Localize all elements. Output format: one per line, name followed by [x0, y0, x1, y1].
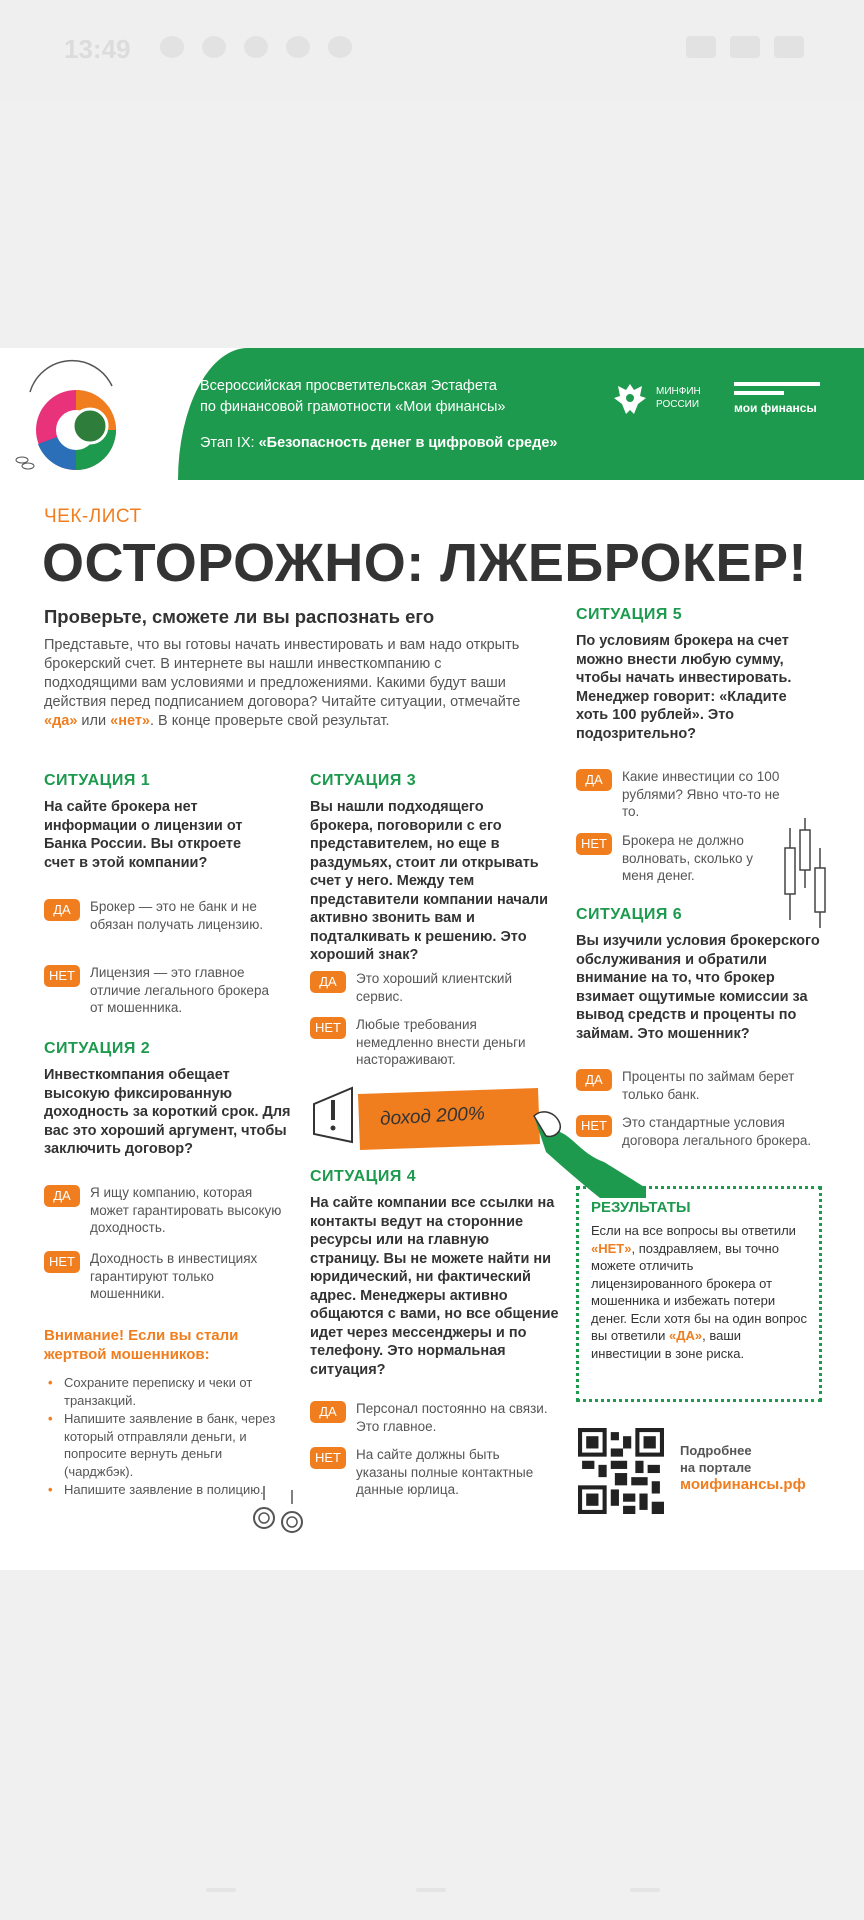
- notification-icons: [160, 36, 352, 58]
- situation-2-question: Инвесткомпания обещает высокую фиксированную доходность за короткий срок. Для вас это хороший аргумент, чтобы заключить договор?: [44, 1067, 291, 1157]
- home-button[interactable]: [416, 1888, 446, 1892]
- header-stage: [200, 435, 557, 451]
- situation-4-yes[interactable]: ДА Персонал постоянно на связи. Это главное.: [310, 1400, 550, 1435]
- situation-6-question: Вы изучили условия брокерского обслуживания и обратили внимание на то, что брокер взимает ощутимые комиссии за вывод средств и проценты по займам. Это мошенник?: [576, 933, 820, 1042]
- status-time: 13:49: [64, 34, 131, 64]
- moi-finansy-logo: [734, 382, 820, 415]
- situation-5-yes[interactable]: ДА Какие инвестиции со 100 рублями? Явно что-то не то.: [576, 768, 796, 821]
- yes-tag[interactable]: ДА: [44, 899, 80, 921]
- intro-text: Представьте, что вы готовы начать инвестировать и вам надо открыть брокерский счет. В интернете вы нашли инвесткомпанию с подходящими вам условиями и предложениями. Какими будут ваши действия перед подписанием договора? Читайте ситуации, отмечайте «да» или «нет». В конце проверьте свой результат.: [44, 637, 521, 729]
- warning-title: Внимание! Если вы стали жертвой мошенников:: [44, 1327, 239, 1363]
- coins-icon: [248, 1482, 312, 1536]
- moi-finansy-text: мои финансы: [734, 401, 817, 415]
- no-tag[interactable]: НЕТ: [44, 965, 80, 987]
- main-title: ОСТОРОЖНО: ЛЖЕБРОКЕР!: [42, 533, 807, 593]
- notification-icon: [328, 36, 352, 58]
- header-line-1: Всероссийская просветительская Эстафета: [200, 378, 497, 394]
- wifi-icon: [686, 36, 716, 58]
- situation-1-no[interactable]: НЕТ Лицензия — это главное отличие легального брокера от мошенника.: [44, 964, 284, 1017]
- yes-tag[interactable]: ДА: [576, 1069, 612, 1091]
- situation-1-question: На сайте брокера нет информации о лицензии от Банка России. Вы откроете счет в этой компании?: [44, 799, 243, 871]
- yes-tag[interactable]: ДА: [44, 1185, 80, 1207]
- no-tag[interactable]: НЕТ: [576, 833, 612, 855]
- portal-site[interactable]: моифинансы.рф: [680, 1476, 806, 1493]
- situation-6-title: СИТУАЦИЯ 6: [576, 906, 683, 923]
- system-icons: [686, 36, 804, 58]
- header-organizer: [200, 376, 600, 418]
- notification-icon: [286, 36, 310, 58]
- minfin-line-2: РОССИИ: [656, 399, 700, 410]
- situation-4-no[interactable]: НЕТ На сайте должны быть указаны полные контактные данные юрлица.: [310, 1446, 550, 1499]
- situation-6-yes[interactable]: ДА Проценты по займам берет только банк.: [576, 1068, 826, 1103]
- checklist-label: ЧЕК-ЛИСТ: [44, 506, 142, 527]
- notification-icon: [244, 36, 268, 58]
- situation-5-question: По условиям брокера на счет можно внести любую сумму, чтобы начать инвестировать. Менеджер говорит: «Кладите хоть 100 рублей». Это подозрительно?: [576, 633, 792, 742]
- portal-link[interactable]: Подробнее на портале моифинансы.рф: [680, 1443, 806, 1493]
- situation-3-no[interactable]: НЕТ Любые требования немедленно внести деньги настораживают.: [310, 1016, 550, 1069]
- situation-4-title: СИТУАЦИЯ 4: [310, 1168, 417, 1185]
- warning-list: [48, 1374, 288, 1500]
- situation-3-question: Вы нашли подходящего брокера, поговорили с его представителем, но еще в раздумьях, стоит ли открывать счет у него. Между тем представители компании начали активно звонить вам и подталкивать к решению. Это хороший знак?: [310, 799, 549, 963]
- situation-2-yes[interactable]: ДА Я ищу компанию, которая может гарантировать высокую доходность.: [44, 1184, 284, 1237]
- navigation-bar: [0, 1860, 864, 1920]
- candlestick-chart-icon: [780, 818, 830, 930]
- situation-1-yes[interactable]: ДА Брокер — это не банк и не обязан получать лицензию.: [44, 898, 284, 933]
- results-text: Если на все вопросы вы ответили «НЕТ», поздравляем, вы точно можете отличить лицензированного брокера от мошенника и избежать потери денег. Если хотя бы на один вопрос вы ответили «ДА», ваши инвестиции в зоне риска.: [591, 1223, 807, 1361]
- situation-3-title: СИТУАЦИЯ 3: [310, 772, 417, 789]
- eagle-icon: [612, 378, 648, 418]
- stage-prefix: Этап IX:: [200, 435, 259, 451]
- no-tag[interactable]: НЕТ: [576, 1115, 612, 1137]
- warning-item: • Сохраните переписку и чеки от транзакций.: [48, 1374, 288, 1409]
- yes-tag[interactable]: ДА: [310, 1401, 346, 1423]
- status-bar: [0, 0, 864, 100]
- no-tag[interactable]: НЕТ: [310, 1017, 346, 1039]
- no-tag[interactable]: НЕТ: [310, 1447, 346, 1469]
- poster-header: [0, 348, 864, 480]
- stage-name: «Безопасность денег в цифровой среде»: [258, 435, 558, 451]
- results-title: РЕЗУЛЬТАТЫ: [591, 1199, 691, 1216]
- intro-yes: «да»: [44, 713, 78, 729]
- intro-no: «нет»: [110, 713, 150, 729]
- situation-3-yes[interactable]: ДА Это хороший клиентский сервис.: [310, 970, 550, 1005]
- yes-tag[interactable]: ДА: [576, 769, 612, 791]
- situation-4-question: На сайте компании все ссылки на контакты ведут на сторонние ресурсы или на главную страницу. Вы не можете найти ни юридический, ни фактический адрес. Менеджеры активно общаются с вами, но все общение идет через мессенджеры и по телефону. Это нормальная ситуация?: [310, 1195, 559, 1378]
- situation-5-no[interactable]: НЕТ Брокера не должно волновать, сколько у меня денег.: [576, 832, 776, 885]
- situation-2-no[interactable]: НЕТ Доходность в инвестициях гарантируют только мошенники.: [44, 1250, 284, 1303]
- estafeta-logo: [0, 348, 178, 480]
- results-box: [576, 1186, 822, 1402]
- no-tag[interactable]: НЕТ: [44, 1251, 80, 1273]
- notification-icon: [160, 36, 184, 58]
- warning-item: • Напишите заявление в полицию.: [48, 1481, 288, 1499]
- recent-apps-button[interactable]: [206, 1888, 236, 1892]
- qr-code[interactable]: [578, 1428, 664, 1514]
- notification-icon: [202, 36, 226, 58]
- subtitle: Проверьте, сможете ли вы распознать его: [44, 606, 435, 627]
- minfin-line-1: МИНФИН: [656, 386, 701, 397]
- minfin-logo: [612, 378, 701, 418]
- fraud-sign-text: доход 200%: [379, 1103, 486, 1130]
- poster-image[interactable]: [0, 348, 864, 1570]
- header-line-2: по финансовой грамотности «Мои финансы»: [200, 399, 506, 415]
- situation-1-title: СИТУАЦИЯ 1: [44, 772, 151, 789]
- warning-item: • Напишите заявление в банк, через который отправляли деньги, и попросите вернуть деньги (чарджбэк).: [48, 1410, 288, 1480]
- battery-icon: [774, 36, 804, 58]
- situation-2-title: СИТУАЦИЯ 2: [44, 1040, 151, 1057]
- situation-6-no[interactable]: НЕТ Это стандартные условия договора легального брокера.: [576, 1114, 826, 1149]
- back-button[interactable]: [630, 1888, 660, 1892]
- situation-5-title: СИТУАЦИЯ 5: [576, 606, 683, 623]
- yes-tag[interactable]: ДА: [310, 971, 346, 993]
- signal-icon: [730, 36, 760, 58]
